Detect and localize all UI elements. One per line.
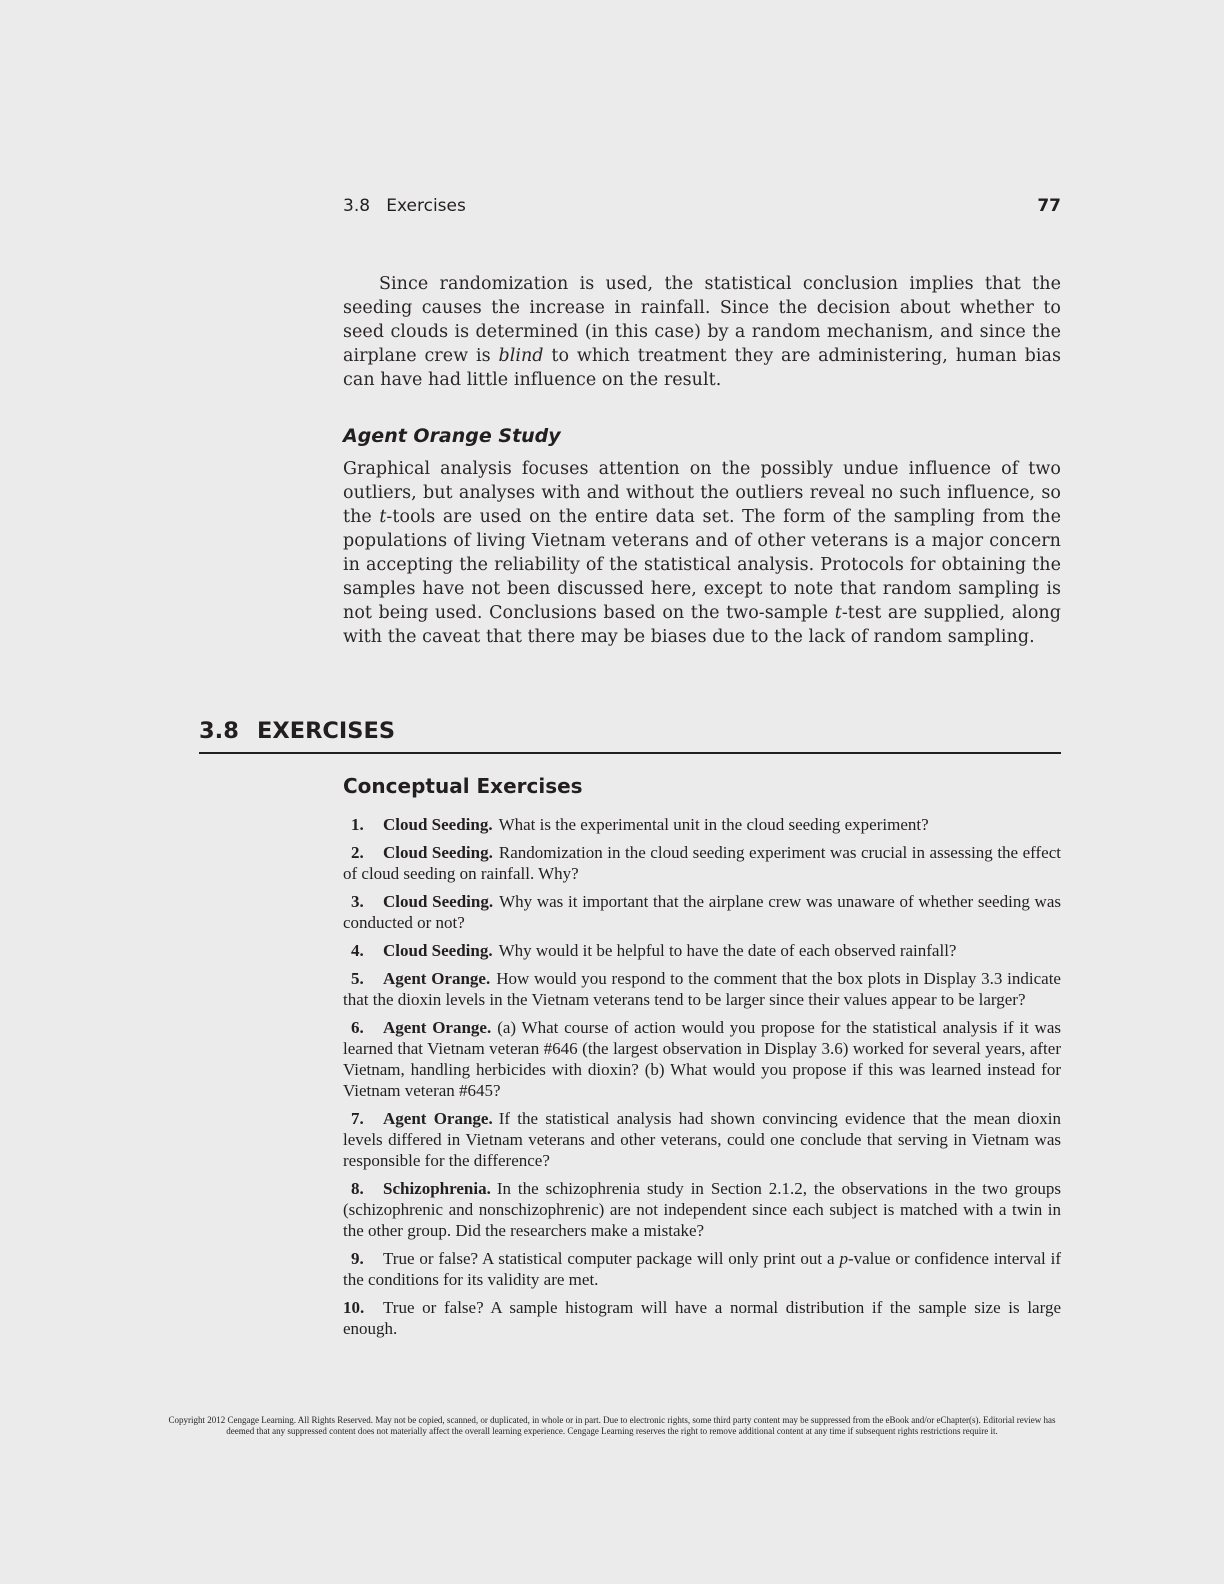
exercise-list: [343, 814, 1061, 1346]
paragraph-text: to which treatment they are administering, human bias can have had little influence on the result.: [343, 346, 1062, 390]
exercise-item: [343, 940, 1061, 961]
copyright-line: Copyright 2012 Cengage Learning. All Rights Reserved. May not be copied, scanned, or duplicated, in whole or in part. Due to electronic rights, some third party content may be suppressed from the eBook and/or eChapter(s). Editorial review has: [168, 1415, 1056, 1425]
p-symbol: p: [839, 1249, 848, 1268]
section-title: EXERCISES: [257, 718, 396, 744]
exercise-number: 2.: [351, 843, 364, 862]
exercise-number: 6.: [351, 1018, 364, 1037]
paragraph-text: -tools are used on the entire data set. The form of the sampling from the populations of living Vietnam veterans and of other veterans is a major concern in accepting the reliability of the statistical analysis. Protocols for obtaining the samples have not been discussed here, except to note that random sampling is not being used. Conclusions based on the two-sample: [343, 507, 1061, 623]
exercise-text: True or false? A statistical computer package will only print out a: [383, 1249, 840, 1268]
exercise-text: If the statistical analysis had shown convincing evidence that the mean dioxin levels differed in Vietnam veterans and other veterans, could one conclude that serving in Vietnam was responsible for the difference?: [343, 1109, 1061, 1170]
page-number: 77: [1037, 196, 1061, 216]
section-number: 3.8: [199, 718, 239, 744]
emphasis-text: blind: [498, 346, 544, 366]
exercise-text: In the schizophrenia study in Section 2.1.2, the observations in the two groups (schizophrenic and nonschizophrenic) are not independent since each subject is matched with a twin in the other group. Did the researchers make a mistake?: [343, 1179, 1061, 1240]
t-symbol: t: [834, 603, 842, 623]
exercise-item: [343, 1297, 1061, 1339]
copyright-line: deemed that any suppressed content does not materially affect the overall learning experience. Cengage Learning reserves the right to remove additional content at any time if subsequent rights restrictions require it.: [226, 1426, 998, 1436]
exercise-number: 5.: [351, 969, 364, 988]
paragraph-text: Graphical analysis focuses attention on the possibly undue influence of two outliers, but analyses with and without the outliers reveal no such influence, so the: [343, 459, 1061, 527]
running-head: [343, 196, 1061, 216]
exercise-number: 1.: [351, 815, 364, 834]
exercise-title: Agent Orange.: [383, 1109, 493, 1128]
agent-orange-paragraph: [343, 457, 1061, 649]
paragraph-text: -test are supplied, along with the caveat that there may be biases due to the lack of random sampling.: [343, 603, 1061, 647]
exercise-title: Cloud Seeding.: [383, 892, 494, 911]
section-rule: [199, 752, 1061, 754]
exercise-title: Cloud Seeding.: [383, 843, 493, 862]
exercise-item: [343, 842, 1061, 884]
running-head-section: 3.8 Exercises: [343, 196, 466, 216]
randomization-paragraph: [343, 272, 1061, 392]
exercise-item: [343, 1108, 1061, 1171]
exercise-text: Why would it be helpful to have the date of each observed rainfall?: [498, 941, 957, 960]
exercise-text: True or false? A sample histogram will have a normal distribution if the sample size is large enough.: [343, 1298, 1061, 1338]
exercise-number: 10.: [343, 1298, 365, 1317]
exercise-title: Agent Orange.: [383, 969, 491, 988]
conceptual-exercises-heading: Conceptual Exercises: [343, 774, 583, 798]
exercise-item: [343, 1017, 1061, 1101]
t-symbol: t: [379, 507, 387, 527]
exercise-title: Schizophrenia.: [383, 1179, 491, 1198]
paragraph-text: Since randomization is used, the statistical conclusion implies that the seeding causes the increase in rainfall. Since the decision about whether to seed clouds is determined (in this case) by a random mechanism, and since the airplane crew is: [343, 274, 1061, 366]
exercise-item: [343, 814, 1061, 835]
exercise-text: What is the experimental unit in the cloud seeding experiment?: [498, 815, 929, 834]
exercise-title: Agent Orange.: [383, 1018, 492, 1037]
copyright-footer: [100, 1415, 1124, 1437]
exercise-number: 9.: [351, 1249, 364, 1268]
exercise-title: Cloud Seeding.: [383, 815, 493, 834]
exercise-text: Why was it important that the airplane crew was unaware of whether seeding was conducted or not?: [343, 892, 1061, 932]
agent-orange-heading: Agent Orange Study: [343, 425, 561, 447]
exercise-item: [343, 891, 1061, 933]
exercise-item: [343, 1248, 1061, 1290]
exercise-text: (a) What course of action would you propose for the statistical analysis if it was learned that Vietnam veteran #646 (the largest observation in Display 3.6) worked for several years, after Vietnam, handling herbicides with dioxin? (b) What would you propose if this was learned instead for Vietnam veteran #645?: [343, 1018, 1061, 1100]
exercise-item: [343, 1178, 1061, 1241]
exercise-number: 7.: [351, 1109, 364, 1128]
exercise-text: -value or confidence interval if the conditions for its validity are met.: [343, 1249, 1061, 1289]
exercise-title: Cloud Seeding.: [383, 941, 493, 960]
exercise-number: 8.: [351, 1179, 364, 1198]
exercise-number: 3.: [351, 892, 364, 911]
exercise-text: Randomization in the cloud seeding experiment was crucial in assessing the effect of cloud seeding on rainfall. Why?: [343, 843, 1061, 883]
exercise-item: [343, 968, 1061, 1010]
section-heading: [199, 718, 395, 744]
exercise-text: How would you respond to the comment that the box plots in Display 3.3 indicate that the dioxin levels in the Vietnam veterans tend to be larger since their values appear to be larger?: [343, 969, 1061, 1009]
exercise-number: 4.: [351, 941, 364, 960]
